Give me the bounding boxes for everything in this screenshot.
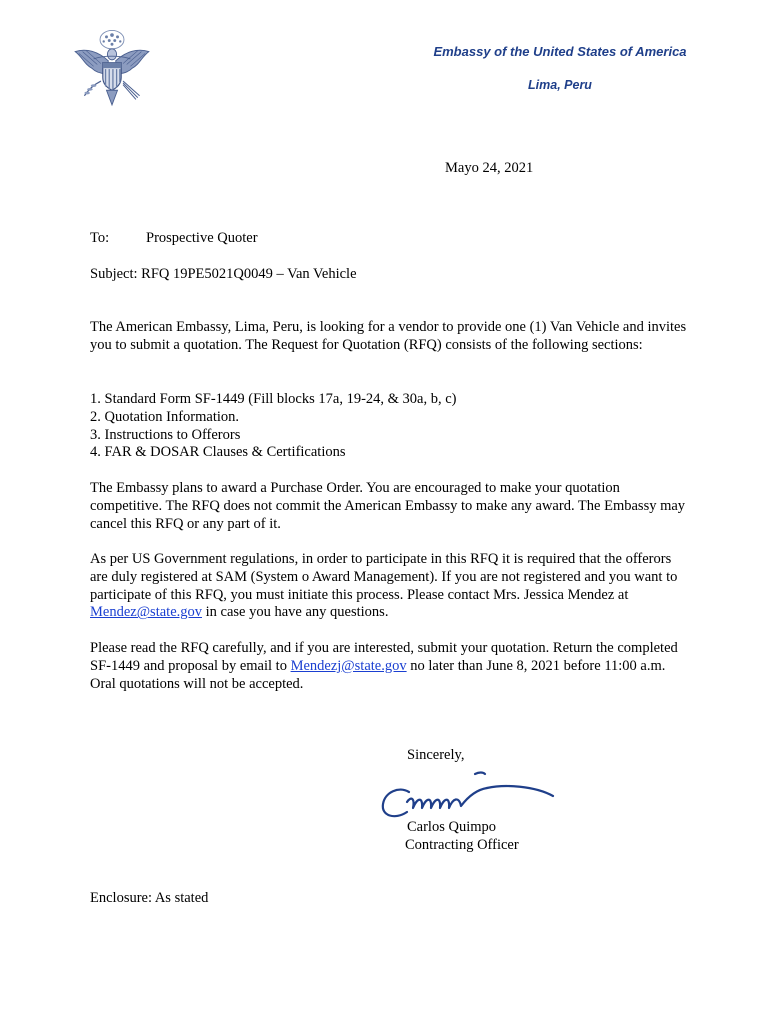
award-paragraph: The Embassy plans to award a Purchase Order. You are encouraged to make your quotation competitive. The RFQ does not commit the American Embassy to make any award. The Embassy may cancel this RFQ or any part of it. [90,480,686,532]
submit-paragraph [90,640,690,693]
closing: Sincerely, [407,747,465,763]
subject-line: Subject: RFQ 19PE5021Q0049 – Van Vehicle [90,266,357,282]
signer-name: Carlos Quimpo [407,819,497,835]
handwritten-signature [375,768,560,826]
list-item: 4. FAR & DOSAR Clauses & Certifications [90,444,346,461]
sections-list [90,391,690,462]
sam-text-after: in case you have any questions. [202,604,389,621]
intro-paragraph: The American Embassy, Lima, Peru, is looking for a vendor to provide one (1) Van Vehicle and invites you to submit a quotation. The Request for Quotation (RFQ) consists of the following sections: [90,319,687,353]
recipient-name: Prospective Quoter [146,230,258,246]
submit-text-after: no later than June 8, 2021 before 11:00 a.m. Oral quotations will not be accepted. [90,657,666,692]
embassy-name: Embassy of the United States of America [433,44,687,59]
embassy-location: Lima, Peru [528,78,592,92]
mendez-email-link[interactable]: Mendez@state.gov [90,604,202,621]
list-item: 2. Quotation Information. [90,408,240,425]
enclosure-note: Enclosure: As stated [90,890,209,906]
great-seal-icon [66,24,158,116]
mendezj-email-link[interactable]: Mendezj@state.gov [290,657,407,674]
sam-text-before: As per US Government regulations, in order to participate in this RFQ it is required that the offerors are duly registered at SAM (System o Award Management). If you are not registered and you want to participate of this RFQ, you must initiate this process. Please contact Mrs. Jessica Mendez at [90,551,678,603]
list-item: 3. Instructions to Offerors [90,426,241,443]
signer-title: Contracting Officer [405,837,519,853]
sam-paragraph [90,551,690,622]
list-item: 1. Standard Form SF-1449 (Fill blocks 17a, 19-24, & 30a, b, c) [90,391,457,407]
recipient-line [90,230,258,247]
submit-text-before: Please read the RFQ carefully, and if you are interested, submit your quotation. Return the completed SF-1449 and proposal by email to [90,640,678,674]
letter-date: Mayo 24, 2021 [445,160,534,176]
to-label: To: [90,230,110,246]
